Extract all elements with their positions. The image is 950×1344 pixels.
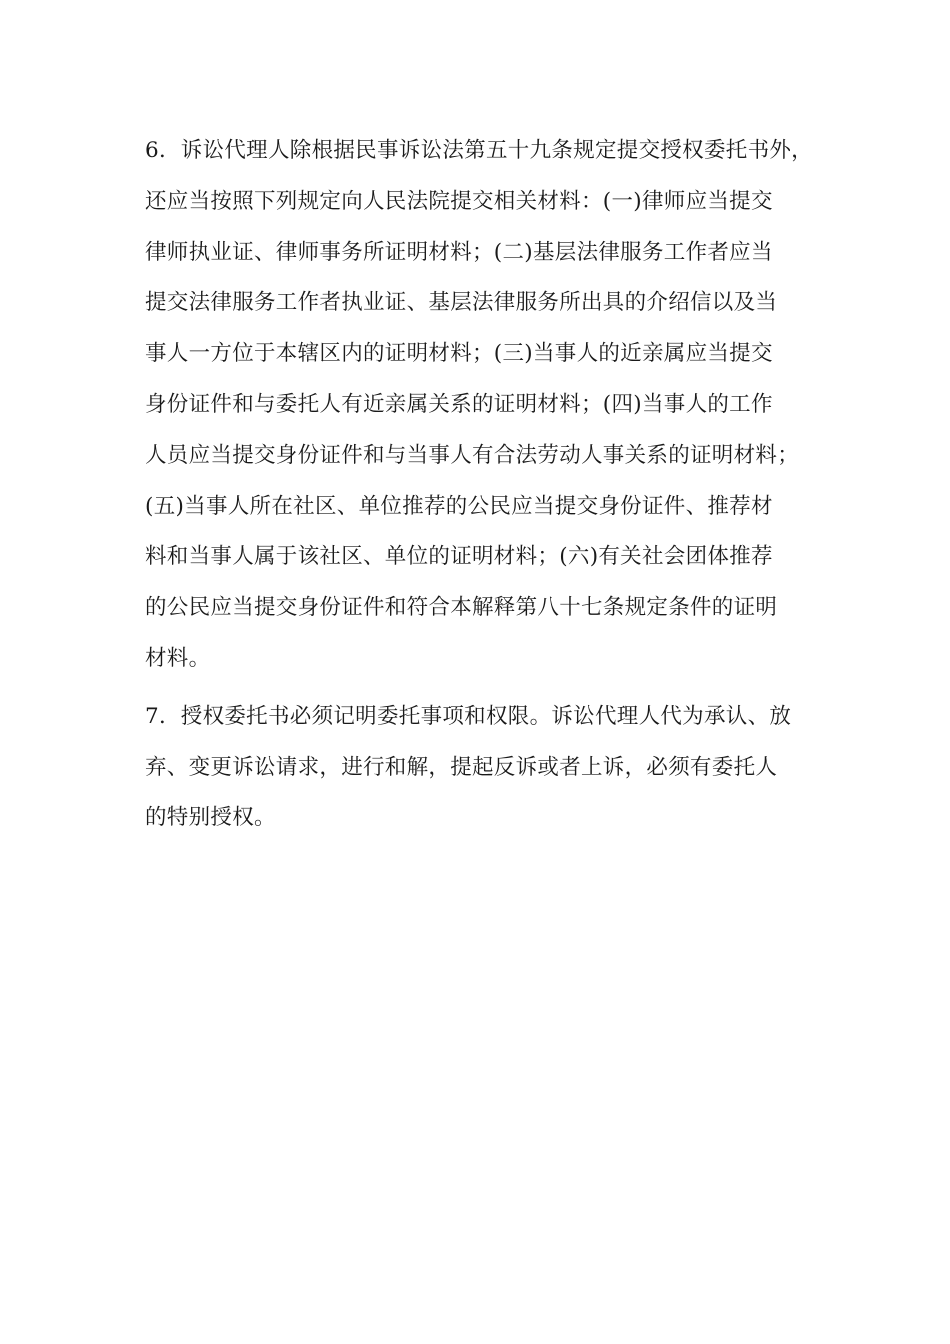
text-line: 6．诉讼代理人除根据民事诉讼法第五十九条规定提交授权委托书外， (145, 138, 813, 163)
text-line: (五)当事人所在社区、单位推荐的公民应当提交身份证件、推荐材 (145, 493, 773, 519)
text-line: 提交法律服务工作者执业证、基层法律服务所出具的介绍信以及当 (145, 290, 778, 316)
document-body (145, 126, 813, 844)
paragraph-6 (145, 126, 813, 685)
text-line: 人员应当提交身份证件和与当事人有合法劳动人事关系的证明材料； (145, 442, 800, 468)
text-line: 7．授权委托书必须记明委托事项和权限。诉讼代理人代为承认、放 (145, 703, 792, 729)
text-line: 材料。 (145, 645, 211, 671)
text-line: 还应当按照下列规定向人民法院提交相关材料：(一)律师应当提交 (145, 188, 773, 214)
text-line: 料和当事人属于该社区、单位的证明材料；(六)有关社会团体推荐 (145, 544, 773, 570)
text-line: 弃、变更诉讼请求，进行和解，提起反诉或者上诉，必须有委托人 (145, 754, 778, 780)
paragraph-7 (145, 692, 810, 844)
text-line: 事人一方位于本辖区内的证明材料；(三)当事人的近亲属应当提交 (145, 341, 773, 367)
text-line: 的公民应当提交身份证件和符合本解释第八十七条规定条件的证明 (145, 595, 778, 621)
text-line: 身份证件和与委托人有近亲属关系的证明材料；(四)当事人的工作 (145, 391, 773, 417)
text-line: 的特别授权。 (145, 805, 276, 831)
text-line: 律师执业证、律师事务所证明材料；(二)基层法律服务工作者应当 (145, 239, 773, 265)
